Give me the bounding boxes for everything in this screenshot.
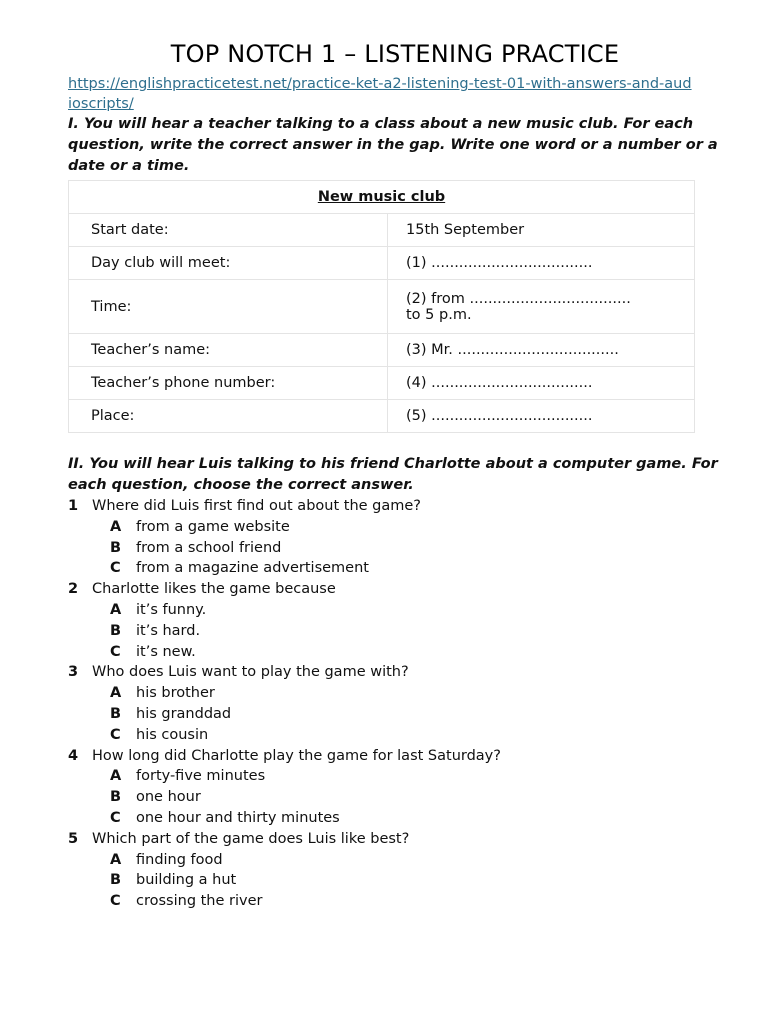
gap-answer-5[interactable]: (5) ................................... xyxy=(388,400,695,433)
answer-option[interactable] xyxy=(68,870,728,891)
question-number: 1 xyxy=(68,498,79,514)
row-label: Time: xyxy=(69,280,388,334)
row-label: Teacher’s name: xyxy=(69,334,388,367)
row-label: Start date: xyxy=(69,214,388,247)
option-letter: B xyxy=(110,872,122,889)
option-letter: B xyxy=(110,539,122,556)
question-text: Who does Luis want to play the game with? xyxy=(92,664,409,681)
table-row xyxy=(69,247,695,280)
answer-option[interactable] xyxy=(68,725,728,746)
option-letter: A xyxy=(110,518,122,535)
page-title: TOP NOTCH 1 – LISTENING PRACTICE xyxy=(170,40,620,68)
question xyxy=(68,746,728,767)
question-text: Charlotte likes the game because xyxy=(92,581,336,598)
answer-option[interactable] xyxy=(68,891,728,912)
question-text: Which part of the game does Luis like best? xyxy=(92,830,410,847)
source-link[interactable]: https://englishpracticetest.net/practice-ket-a2-listening-test-01-with-answers-and-audioscripts/ xyxy=(68,76,692,112)
answer-option[interactable] xyxy=(68,850,728,871)
question-block xyxy=(68,662,728,745)
option-letter: B xyxy=(110,622,122,639)
question-block xyxy=(68,579,728,662)
option-text: his granddad xyxy=(136,705,232,722)
question-text: How long did Charlotte play the game for last Saturday? xyxy=(92,747,501,764)
answer-option[interactable] xyxy=(68,558,728,579)
answer-option[interactable] xyxy=(68,642,728,663)
table-heading: New music club xyxy=(69,181,695,214)
gap-answer-2[interactable] xyxy=(388,280,695,334)
option-text: finding food xyxy=(136,851,223,868)
table-row xyxy=(69,400,695,433)
gap-answer-4[interactable]: (4) ................................... xyxy=(388,367,695,400)
answer-option[interactable] xyxy=(68,704,728,725)
row-label: Teacher’s phone number: xyxy=(69,367,388,400)
option-text: it’s hard. xyxy=(136,622,201,639)
option-letter: C xyxy=(110,560,121,577)
question-block xyxy=(68,496,728,579)
row-value: 15th September xyxy=(388,214,695,247)
option-text: crossing the river xyxy=(136,893,263,910)
answer-option[interactable] xyxy=(68,683,728,704)
question xyxy=(68,829,728,850)
music-club-table xyxy=(68,180,695,433)
option-text: it’s funny. xyxy=(136,601,207,618)
answer-option[interactable] xyxy=(68,517,728,538)
answer-option[interactable] xyxy=(68,766,728,787)
question-list xyxy=(68,496,728,912)
answer-option[interactable] xyxy=(68,538,728,559)
gap-answer-3[interactable]: (3) Mr. ................................... xyxy=(388,334,695,367)
question-number: 3 xyxy=(68,664,79,681)
option-text: one hour xyxy=(136,789,201,806)
question-number: 2 xyxy=(68,581,79,598)
answer-option[interactable] xyxy=(68,621,728,642)
part1-instructions: I. You will hear a teacher talking to a class about a new music club. For each question, write the correct answer in the gap. Write one word or a number or a date or a time. xyxy=(68,116,718,174)
answer-option[interactable] xyxy=(68,808,728,829)
option-text: forty-five minutes xyxy=(136,768,266,785)
answer-option[interactable] xyxy=(68,787,728,808)
option-text: from a school friend xyxy=(136,539,282,556)
row-value-line2: to 5 p.m. xyxy=(406,306,472,323)
answer-option[interactable] xyxy=(68,600,728,621)
option-letter: A xyxy=(110,851,122,868)
table-row xyxy=(69,214,695,247)
gap-answer-1[interactable]: (1) ................................... xyxy=(388,247,695,280)
part2-instructions: II. You will hear Luis talking to his friend Charlotte about a computer game. For each question, choose the correct answer. xyxy=(68,456,718,493)
table-row xyxy=(69,280,695,334)
question-number: 5 xyxy=(68,830,79,847)
option-text: his cousin xyxy=(136,726,209,743)
option-letter: C xyxy=(110,726,121,743)
option-text: from a magazine advertisement xyxy=(136,560,369,577)
table-header-row xyxy=(69,181,695,214)
row-value-line1: (2) from ................................... xyxy=(406,290,631,307)
option-text: his brother xyxy=(136,685,215,702)
question-block xyxy=(68,746,728,829)
option-letter: C xyxy=(110,809,121,826)
option-text: from a game website xyxy=(136,518,290,535)
option-letter: C xyxy=(110,643,121,660)
option-text: one hour and thirty minutes xyxy=(136,809,340,826)
option-letter: C xyxy=(110,893,121,910)
option-letter: B xyxy=(110,705,122,722)
option-letter: A xyxy=(110,768,122,785)
row-label: Day club will meet: xyxy=(69,247,388,280)
question-number: 4 xyxy=(68,747,79,764)
question-text: Where did Luis first find out about the game? xyxy=(92,498,421,514)
worksheet-page xyxy=(68,0,728,912)
option-letter: A xyxy=(110,601,122,618)
question-block xyxy=(68,829,728,912)
question xyxy=(68,662,728,683)
option-letter: A xyxy=(110,685,122,702)
row-label: Place: xyxy=(69,400,388,433)
option-text: building a hut xyxy=(136,872,237,889)
table-row xyxy=(69,334,695,367)
question xyxy=(68,579,728,600)
option-letter: B xyxy=(110,789,122,806)
option-text: it’s new. xyxy=(136,643,196,660)
question xyxy=(68,496,728,517)
table-row xyxy=(69,367,695,400)
